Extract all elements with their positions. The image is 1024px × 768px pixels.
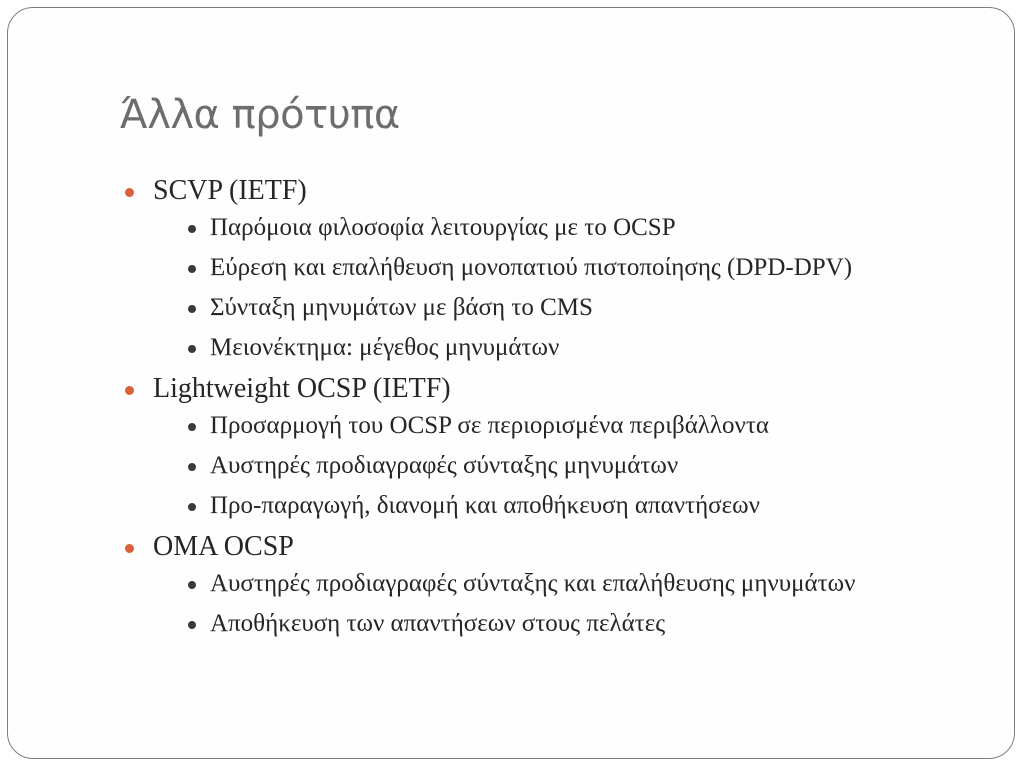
bullet-scvp	[125, 174, 975, 364]
sub-bullet	[185, 568, 975, 600]
bullet-text: OMA OCSP	[153, 531, 294, 562]
sub-bullet-text: Αυστηρές προδιαγραφές σύνταξης και επαλήθευσης μηνυμάτων	[210, 570, 856, 597]
sub-bullet-text: Μειονέκτημα: μέγεθος μηνυμάτων	[210, 334, 560, 361]
bullet-dot-icon	[125, 544, 134, 553]
sub-bullet-text: Προσαρμογή του OCSP σε περιορισμένα περιβάλλοντα	[210, 412, 769, 439]
sub-bullet	[185, 252, 975, 284]
sub-bullet-text: Αποθήκευση των απαντήσεων στους πελάτες	[210, 610, 666, 637]
sub-bullet	[185, 490, 975, 522]
sub-bullet-text: Αυστηρές προδιαγραφές σύνταξης μηνυμάτων	[210, 452, 679, 479]
sub-bullet-dot-icon	[188, 423, 196, 431]
slide-title: Άλλα πρότυπα	[120, 92, 400, 138]
sub-bullet	[185, 450, 975, 482]
bullet-oma-ocsp	[125, 530, 975, 640]
sub-bullet-dot-icon	[188, 345, 196, 353]
sub-bullet-text: Προ-παραγωγή, διανομή και αποθήκευση απαντήσεων	[210, 492, 760, 519]
sub-bullet-dot-icon	[188, 463, 196, 471]
sub-bullet-dot-icon	[188, 225, 196, 233]
sub-list	[153, 212, 975, 364]
bullet-dot-icon	[125, 188, 134, 197]
bullet-dot-icon	[125, 386, 134, 395]
sub-bullet	[185, 212, 975, 244]
sub-bullet	[185, 332, 975, 364]
sub-bullet-dot-icon	[188, 621, 196, 629]
sub-bullet-dot-icon	[188, 581, 196, 589]
sub-bullet-text: Παρόμοια φιλοσοφία λειτουργίας με το OCSP	[210, 214, 676, 241]
slide-frame	[7, 7, 1015, 759]
slide-content	[125, 174, 975, 648]
bullet-lightweight-ocsp	[125, 372, 975, 522]
sub-bullet-text: Εύρεση και επαλήθευση μονοπατιού πιστοποίησης (DPD-DPV)	[210, 254, 853, 281]
sub-bullet-dot-icon	[188, 503, 196, 511]
sub-bullet	[185, 608, 975, 640]
sub-bullet	[185, 410, 975, 442]
sub-bullet-text: Σύνταξη μηνυμάτων με βάση το CMS	[210, 294, 593, 321]
bullet-text: Lightweight OCSP (IETF)	[153, 373, 451, 404]
sub-list	[153, 568, 975, 640]
sub-bullet	[185, 292, 975, 324]
sub-list	[153, 410, 975, 522]
sub-bullet-dot-icon	[188, 305, 196, 313]
sub-bullet-dot-icon	[188, 265, 196, 273]
bullet-text: SCVP (IETF)	[153, 175, 307, 206]
